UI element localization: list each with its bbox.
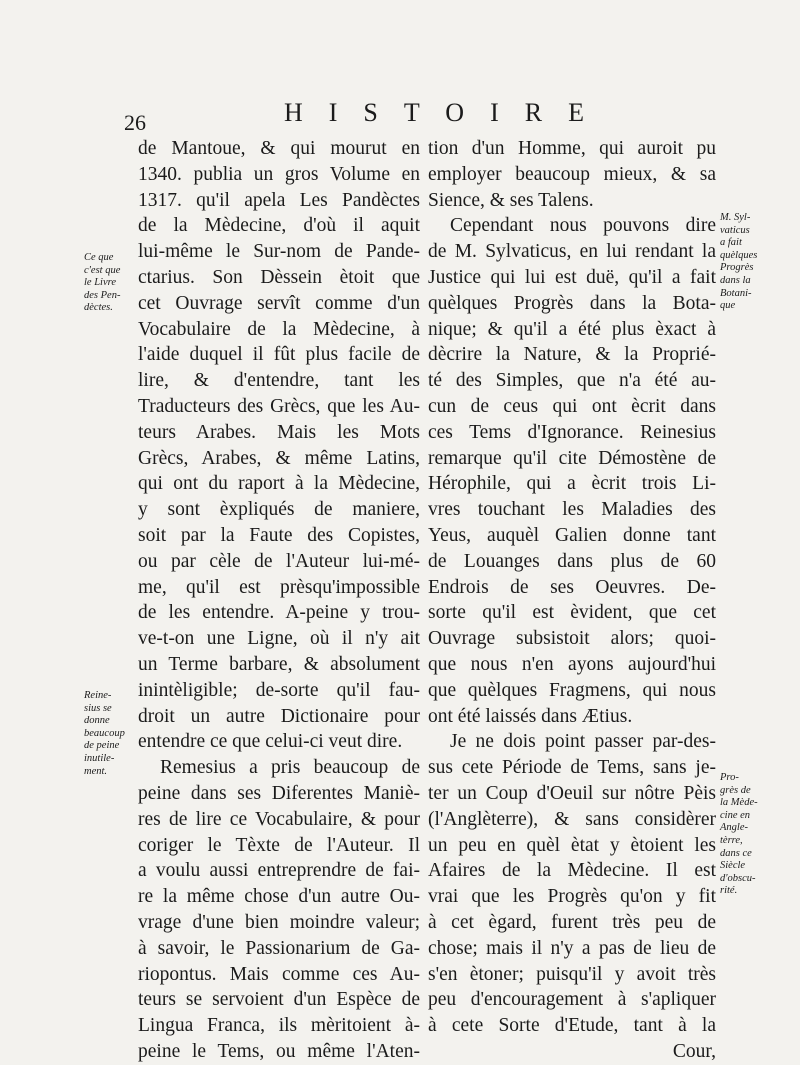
margin-note-line: le Livre xyxy=(84,277,116,289)
margin-note-line: Siècle xyxy=(720,860,746,872)
text-line: à cete Sorte d'Etude, tant à la xyxy=(428,1015,716,1037)
text-line: l'aide duquel il fût plus facile de xyxy=(138,344,420,366)
text-line: Remesius a pris beaucoup de xyxy=(160,757,420,779)
margin-note-line: grès de xyxy=(720,784,751,796)
text-line: à cet ègard, furent très peu de xyxy=(428,911,716,933)
margin-note-line: ment. xyxy=(84,765,108,777)
text-line: me, qu'il est prèsqu'impossible xyxy=(138,576,420,598)
margin-note-line: donne xyxy=(84,715,110,727)
text-line: sorte qu'il est èvident, que cet xyxy=(428,602,716,624)
margin-note-line: quèlques xyxy=(720,249,758,261)
margin-note-line: dans la xyxy=(720,274,751,286)
text-line: vres touchant les Maladies des xyxy=(428,499,716,521)
margin-note-pandectes xyxy=(84,252,136,315)
margin-note-line: Botani- xyxy=(720,287,752,299)
text-line: ont été laissés dans Ætius. xyxy=(428,705,633,727)
right-column xyxy=(428,136,716,1065)
text-line: que nous n'en ayons aujourd'hui xyxy=(428,653,716,675)
text-line: tion d'un Homme, qui auroit pu xyxy=(428,138,716,159)
text-line: Justice qui lui est duë, qu'il a fait xyxy=(428,266,716,288)
text-line: 1317. qu'il apela Les Pandèctes xyxy=(138,189,420,211)
running-head: HISTOIRE xyxy=(284,98,610,127)
text-line: riopontus. Mais comme ces Au- xyxy=(138,963,420,985)
margin-note-line: d'obscu- xyxy=(720,872,756,884)
text-line: sus cete Période de Tems, sans je- xyxy=(428,757,716,779)
margin-note-line: c'est que xyxy=(84,264,121,276)
margin-note-line: des Pen- xyxy=(84,289,121,301)
text-line: employer beaucoup mieux, & sa xyxy=(428,163,716,185)
text-line: Hérophile, qui a ècrit trois Li- xyxy=(428,473,716,495)
left-column xyxy=(138,136,420,1065)
text-line: un peu en quèl ètat y ètoient les xyxy=(428,834,716,856)
text-line: de Mantoue, & qui mourut en xyxy=(138,138,420,159)
text-line: re la même chose d'un autre Ou- xyxy=(138,886,420,908)
text-line: Cependant nous pouvons dire xyxy=(450,215,716,237)
text-line: inintèligible; de-sorte qu'il fau- xyxy=(138,679,420,701)
text-line: nique; & qu'il a été plus èxact à xyxy=(428,318,716,340)
text-line: chose; mais il n'y a pas de lieu de xyxy=(428,937,716,959)
margin-note-line: rité. xyxy=(720,885,738,897)
text-line: teurs se servoient d'un Espèce de xyxy=(138,989,420,1011)
text-line: ou par cèle de l'Auteur lui-mé- xyxy=(138,550,420,572)
margin-note-line: a fait xyxy=(720,237,742,249)
text-line: Afaires de la Mèdecine. Il est xyxy=(428,860,716,882)
text-line: vrai que les Progrès qu'on y fit xyxy=(428,886,716,908)
text-line: Sience, & ses Talens. xyxy=(428,189,594,211)
text-line: teurs Arabes. Mais les Mots xyxy=(138,421,420,443)
text-line: de les entendre. A-peine y trou- xyxy=(138,602,420,624)
text-line: Yeus, auquèl Galien donne tant xyxy=(428,524,716,546)
text-line: peine le Tems, ou même l'Aten- xyxy=(138,1040,420,1062)
text-line: cet Ouvrage servît comme d'un xyxy=(138,292,420,314)
margin-note-line: beaucoup xyxy=(84,727,125,739)
page-number: 26 xyxy=(124,110,146,135)
text-line: a voulu aussi entreprendre de fai- xyxy=(138,860,420,882)
text-line: peu d'encouragement à s'apliquer xyxy=(428,989,716,1011)
text-line: Grècs, Arabes, & même Latins, xyxy=(138,447,420,469)
margin-note-line: Pro- xyxy=(720,772,739,783)
text-line: entendre ce que celui-ci veut dire. xyxy=(138,731,403,753)
text-line: té des Simples, que n'a été au- xyxy=(428,370,716,392)
text-line: (l'Anglèterre), & sans considèrer xyxy=(428,808,716,830)
text-line: peine dans ses Diferentes Maniè- xyxy=(138,782,420,804)
text-line: Cour, xyxy=(672,1040,716,1062)
margin-note-line: Progrès xyxy=(720,262,754,274)
text-line: de M. Sylvaticus, en lui rendant la xyxy=(428,241,716,263)
text-line: lire, & d'entendre, tant les xyxy=(138,370,420,392)
text-line: res de lire ce Vocabulaire, & pour xyxy=(138,808,420,830)
text-line: de la Mèdecine, d'où il aquit xyxy=(138,215,420,237)
text-line: 1340. publia un gros Volume en xyxy=(138,163,420,185)
text-line: à savoir, le Passionarium de Ga- xyxy=(138,937,420,959)
text-line: ter un Coup d'Oeuil sur nôtre Pèis xyxy=(428,782,716,804)
text-line: lui-même le Sur-nom de Pande- xyxy=(138,241,420,263)
margin-note-line: Ce que xyxy=(84,252,114,263)
text-line: ctarius. Son Dèssein ètoit que xyxy=(138,266,420,288)
margin-note-line: Reine- xyxy=(84,690,112,701)
text-line: vrage d'une bien moindre valeur; xyxy=(138,911,420,933)
text-line: quèlques Progrès dans la Bota- xyxy=(428,292,716,314)
text-line: dècrire la Nature, & la Proprié- xyxy=(428,344,716,366)
margin-note-line: Angle- xyxy=(720,822,748,834)
margin-note-line: cine en xyxy=(720,809,751,821)
text-line: Lingua Franca, ils mèritoient à- xyxy=(138,1015,420,1037)
text-line: Je ne dois point passer par-des- xyxy=(450,731,716,753)
text-line: que quèlques Fragmens, qui nous xyxy=(428,679,716,701)
text-line: un Terme barbare, & absolument xyxy=(138,653,420,675)
margin-note-line: de peine xyxy=(84,740,120,752)
margin-note-line: vaticus xyxy=(720,224,750,236)
text-line: Endrois de ses Oeuvres. De- xyxy=(428,576,716,598)
text-line: qui ont du raport à la Mèdecine, xyxy=(138,473,420,495)
margin-note-line: la Mède- xyxy=(720,797,758,809)
text-line: de Louanges dans plus de 60 xyxy=(428,550,716,572)
text-line: cun de ceus qui ont ècrit dans xyxy=(428,395,716,417)
text-line: Traducteurs des Grècs, que les Au- xyxy=(138,395,420,417)
text-line: soit par la Faute des Copistes, xyxy=(138,524,420,546)
text-line: s'en ètoner; puisqu'il y avoit très xyxy=(428,963,716,985)
margin-note-line: tèrre, xyxy=(720,834,743,846)
margin-note-reinesius xyxy=(84,690,136,778)
text-line: ve-t-on une Ligne, où il n'y ait xyxy=(138,628,420,650)
text-line: Ouvrage subsistoit alors; quoi- xyxy=(428,628,716,650)
text-line: remarque qu'il cite Démostène de xyxy=(428,447,716,469)
text-line: droit un autre Dictionaire pour xyxy=(138,705,420,727)
margin-note-line: que xyxy=(720,300,736,312)
margin-note-line: sius se xyxy=(84,702,112,714)
margin-note-line: inutile- xyxy=(84,752,115,764)
margin-note-progres xyxy=(720,772,792,898)
text-line: y sont èxpliqués de maniere, xyxy=(138,499,420,521)
margin-note-line: dèctes. xyxy=(84,302,113,314)
margin-note-line: dans ce xyxy=(720,847,752,859)
margin-note-line: M. Syl- xyxy=(720,212,751,223)
text-line: coriger le Tèxte de l'Auteur. Il xyxy=(138,834,420,856)
text-line: ces Tems d'Ignorance. Reinesius xyxy=(428,421,716,443)
text-line: Vocabulaire de la Mèdecine, à xyxy=(138,318,420,340)
margin-note-sylvaticus xyxy=(720,212,792,313)
